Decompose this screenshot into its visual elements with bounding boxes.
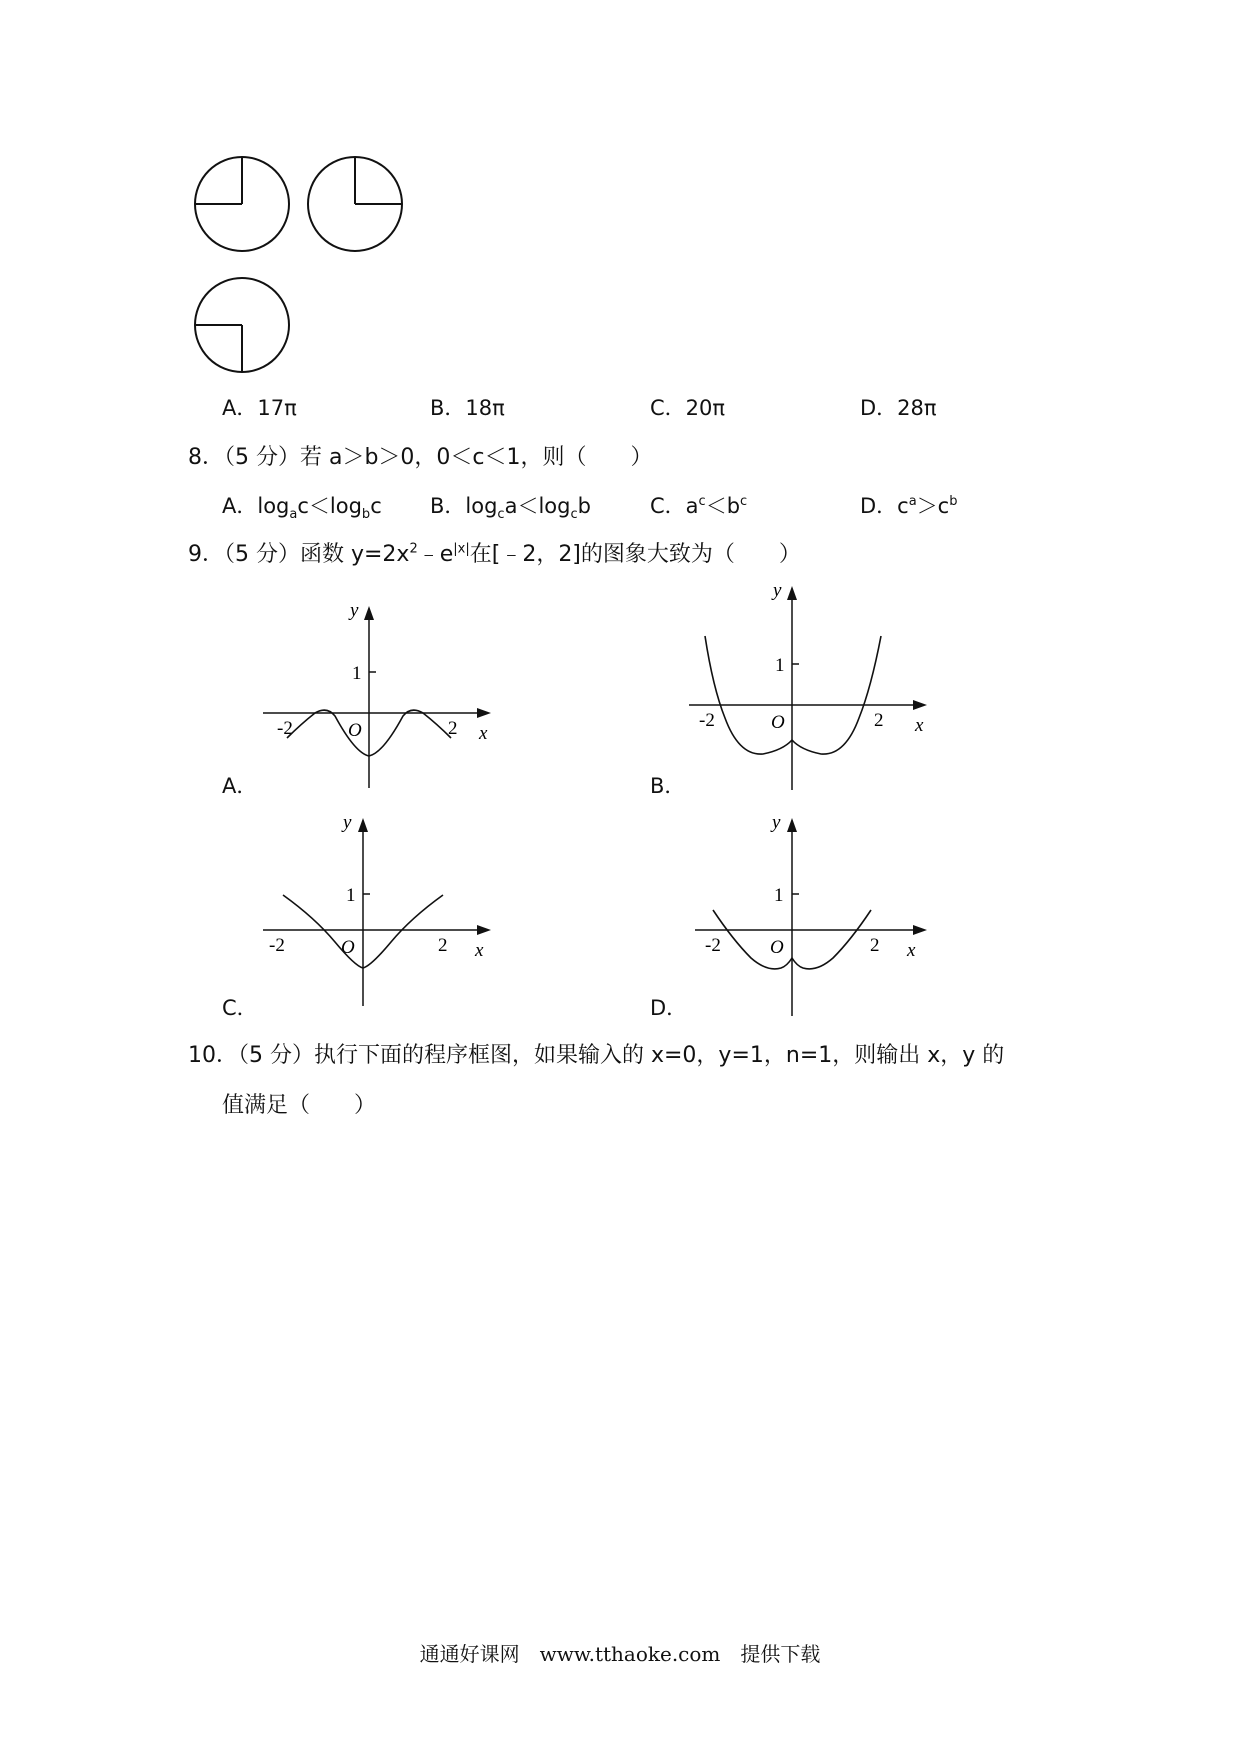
- y-axis-arrow: [364, 606, 374, 620]
- x-axis-arrow: [913, 925, 927, 935]
- two-label: 2: [874, 710, 884, 731]
- q8-option-d: D．$c^a>c^b$: [860, 494, 958, 518]
- q9-stem: 9．（5 分）函数 $y=2x^2﹣e^{|x|}$在[﹣2，2]的图象大致为（ ）: [188, 541, 801, 567]
- two-label: 2: [438, 935, 448, 956]
- three-view-figure: [180, 150, 420, 390]
- q8-option-c: C．$a^c<b^c$: [650, 494, 748, 518]
- q10-stem-line1: 10．（5 分）执行下面的程序框图，如果输入的 x=0，y=1，n=1，则输出 x，y 的: [188, 1043, 1005, 1068]
- one-label: 1: [352, 663, 362, 684]
- front-view: [195, 157, 289, 251]
- q7-option-b: B．18π: [430, 396, 505, 420]
- graph-d: [685, 808, 935, 1018]
- graph-a: [255, 598, 495, 793]
- q9-option-a: A．: [222, 774, 258, 798]
- origin-label: O: [348, 720, 362, 741]
- q8-option-b: B．$\log_ca<\log_cb$: [430, 494, 591, 523]
- neg-two-label: -2: [277, 718, 293, 739]
- y-label: y: [773, 580, 782, 601]
- origin-label: O: [771, 712, 785, 733]
- q8-option-a: A．$\log_ac<\log_bc$: [222, 494, 382, 523]
- x-axis-arrow: [477, 925, 491, 935]
- graph-c: [255, 808, 495, 1008]
- q8-stem: 8．（5 分）若 a＞b＞0，0＜c＜1，则（ ）: [188, 445, 653, 470]
- side-view: [308, 157, 402, 251]
- x-axis-arrow: [477, 708, 491, 718]
- y-label: y: [350, 600, 359, 621]
- q7-option-c: C．20π: [650, 396, 726, 420]
- y-axis-arrow: [787, 586, 797, 600]
- neg-two-label: -2: [269, 935, 285, 956]
- x-label: x: [907, 940, 916, 961]
- x-axis-arrow: [913, 700, 927, 710]
- neg-two-label: -2: [705, 935, 721, 956]
- y-label: y: [343, 812, 352, 833]
- q10-stem-line2: 值满足（ ）: [222, 1093, 377, 1118]
- origin-label: O: [341, 937, 355, 958]
- x-label: x: [915, 715, 924, 736]
- x-label: x: [479, 723, 488, 744]
- q9-option-d: D．: [650, 996, 688, 1020]
- page-footer: 通通好课网 www.tthaoke.com 提供下载: [419, 1642, 821, 1666]
- graph-b: [685, 578, 935, 793]
- top-view: [195, 278, 289, 372]
- curve-b: [705, 636, 881, 754]
- origin-label: O: [770, 937, 784, 958]
- q9-option-c: C．: [222, 996, 258, 1020]
- q9-option-b: B．: [650, 774, 686, 798]
- two-label: 2: [870, 935, 880, 956]
- neg-two-label: -2: [699, 710, 715, 731]
- one-label: 1: [346, 885, 356, 906]
- q7-option-d: D．28π: [860, 396, 937, 420]
- q7-option-a: A．17π: [222, 396, 297, 420]
- y-axis-arrow: [787, 818, 797, 832]
- y-axis-arrow: [358, 818, 368, 832]
- one-label: 1: [775, 655, 785, 676]
- one-label: 1: [774, 885, 784, 906]
- y-label: y: [772, 812, 781, 833]
- two-label: 2: [448, 718, 458, 739]
- x-label: x: [475, 940, 484, 961]
